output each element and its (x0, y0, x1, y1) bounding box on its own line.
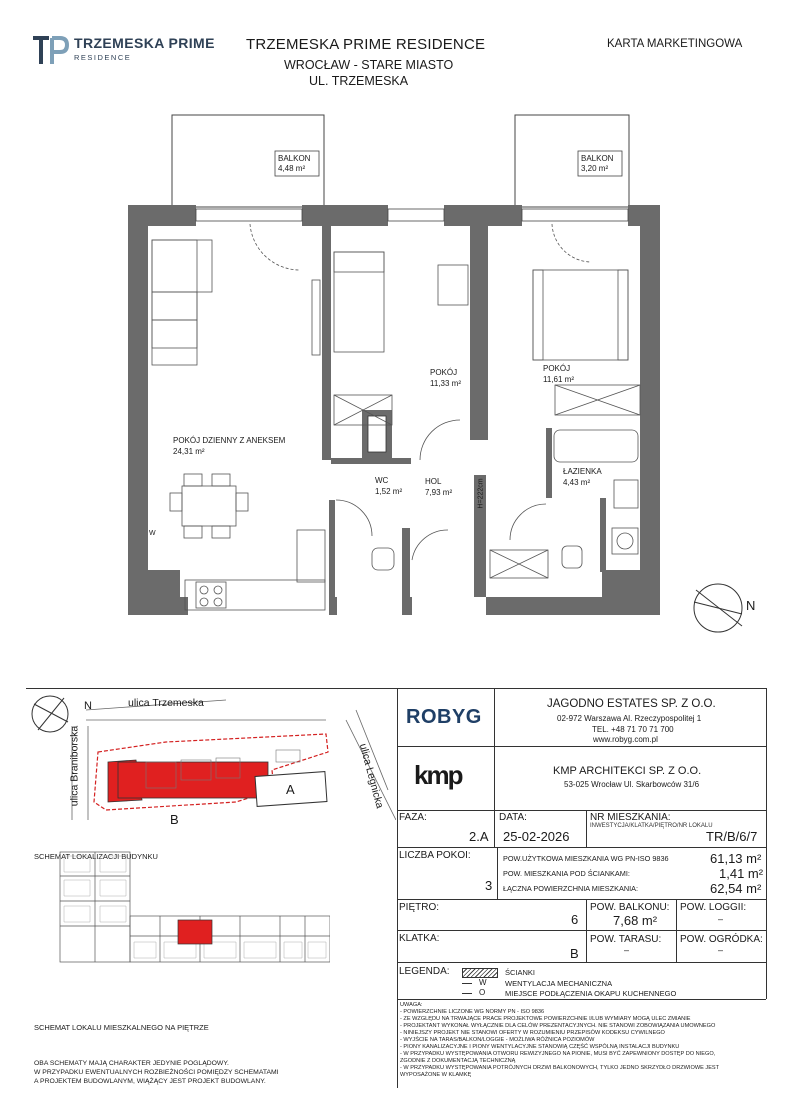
usable-area-value: 61,13 m² (710, 851, 762, 866)
note-line: - NINIEJSZY PROJEKT NIE STANOWI OFERTY W ROZUMIENIU PRZEPISÓW KODEKSU CYWILNEGO (400, 1030, 665, 1036)
site-compass-label: N (84, 700, 92, 712)
terrace-label: POW. TARASU: (590, 934, 662, 945)
room-bathroom-label: ŁAZIENKA (563, 467, 602, 476)
page-title: TRZEMESKA PRIME RESIDENCE (246, 36, 486, 53)
legend-title: LEGENDA: (399, 966, 450, 977)
room-living-label: POKÓJ DZIENNY Z ANEKSEM (173, 436, 286, 445)
room-wc-label: WC (375, 476, 389, 485)
note-line: - W PRZYPADKU WYSTĘPOWANIA POTRÓJNYCH DRZWI BALKONOWYCH, TYLKO JEDNO SKRZYDŁO DRZWIOWE JEST (400, 1065, 720, 1071)
site-caption: SCHEMAT LOKALIZACJI BUDYNKU (34, 852, 158, 861)
street-legnicka: ulica Legnicka (356, 742, 386, 810)
rooms-value: 3 (485, 878, 493, 893)
disclaimer-line-1: OBA SCHEMATY MAJĄ CHARAKTER JEDYNIE POGLĄDOWY. (34, 1060, 229, 1067)
street-trzemeska: ulica Trzemeska (128, 697, 204, 709)
divider (397, 930, 766, 931)
note-line: ZGODNIE Z DOKUMENTACJĄ TECHNICZNĄ (400, 1058, 516, 1064)
building-a-label: A (286, 782, 295, 797)
brand-name: TRZEMESKA PRIME (74, 35, 215, 51)
room-bathroom-area: 4,43 m² (563, 478, 591, 487)
divider (397, 810, 766, 811)
balcony-area-value: 7,68 m² (613, 913, 658, 928)
loggia-label: POW. LOGGII: (680, 902, 747, 913)
garden-label: POW. OGRÓDKA: (680, 934, 763, 945)
architect-name: KMP ARCHITEKCI SP. Z O.O. (553, 765, 702, 777)
divider (397, 847, 766, 848)
balcony-left-area: 4,48 m² (278, 164, 306, 173)
terrace-value: – (624, 945, 630, 955)
balcony-left-label: BALKON (278, 154, 311, 163)
bottom-frame (26, 688, 766, 689)
room-bedroom2-label: POKÓJ (543, 364, 571, 373)
arrow-icon (462, 983, 472, 984)
divider (586, 899, 587, 962)
divider (494, 810, 495, 847)
disclaimer-line-3: A PROJEKTEM BUDOWLANYM, WIĄŻĄCY JEST PROJEKT BUDOWLANY. (34, 1078, 266, 1085)
note-line: - WYJŚCIE NA TARAS/BALKON/LOGGIE - MOŻLIWA RÓŻNICA POZIOMÓW (400, 1037, 595, 1043)
divider (397, 746, 766, 747)
floor-schema (40, 846, 330, 966)
total-area-value: 62,54 m² (710, 881, 762, 896)
architect-address: 53-025 Wrocław Ul. Skarbowców 31/6 (564, 780, 700, 789)
note-line: - POWIERZCHNIE LICZONE WG NORMY PN - ISO 9836 (400, 1009, 545, 1015)
nr-value: TR/B/6/7 (706, 829, 758, 844)
developer-name: JAGODNO ESTATES SP. Z O.O. (547, 698, 716, 710)
loggia-value: – (718, 914, 724, 924)
arrow-icon (462, 993, 472, 994)
divider (676, 899, 677, 962)
building-b-label: B (170, 812, 179, 827)
legend-vent: WENTYLACJA MECHANICZNA (505, 979, 613, 988)
room-living-area: 24,31 m² (173, 447, 205, 456)
disclaimer-line-2: W PRZYPADKU EWENTUALNYCH ROZBIEŻNOŚCI POMIĘDZY SCHEMATAMI (34, 1069, 279, 1076)
brand-sub: RESIDENCE (74, 53, 132, 62)
legend-hood: MIEJSCE PODŁĄCZENIA OKAPU KUCHENNEGO (505, 989, 677, 998)
column-divider (397, 688, 398, 1088)
notes-title: UWAGA: (400, 1002, 423, 1008)
room-hall-label: HOL (425, 477, 442, 486)
balcony-right-area: 3,20 m² (581, 164, 609, 173)
room-bedroom2-area: 11,61 m² (543, 375, 574, 384)
divider (586, 810, 587, 847)
rooms-label: LICZBA POKOI: (399, 850, 471, 861)
location-line: WROCŁAW - STARE MIASTO (284, 58, 454, 72)
note-line: - W PRZYPADKU WYSTĘPOWANIA OTWORU REWIZYJNEGO NA PIONIE, MUSI BYĆ ZAPEWNIONY DOSTĘP DO NIEGO, (400, 1051, 716, 1057)
notes-block (400, 1002, 762, 1079)
robyg-logo: ROBYG (406, 706, 482, 728)
room-hall-area: 7,93 m² (425, 488, 453, 497)
legend-walls: ŚCIANKI (505, 968, 536, 977)
developer-web: www.robyg.com.pl (593, 735, 658, 744)
divider (397, 899, 766, 900)
legend-hood-symbol: O (479, 988, 486, 997)
room-bedroom1-area: 11,33 m² (430, 379, 461, 388)
usable-area-label: POW.UŻYTKOWA MIESZKANIA WG PN-ISO 9836 (503, 854, 669, 863)
floor-label: PIĘTRO: (399, 902, 440, 913)
staircase-value: B (570, 946, 579, 961)
note-line: - PROJEKTANT WYKONAŁ WYŁĄCZNIE DLA CELÓW PREZENTACYJNYCH. NIE STANOWI ZOBOWIĄZANIA UMOWNEGO (400, 1023, 716, 1029)
ventilation-mark: W (149, 530, 156, 537)
room-bedroom1-label: POKÓJ (430, 368, 458, 377)
wall-hatch-icon (462, 968, 498, 978)
developer-address: 02-972 Warszawa Al. Rzeczypospolitej 1 (557, 714, 702, 723)
street-braniborska: ulica Braniborska (68, 725, 81, 807)
site-plan (26, 690, 396, 820)
legend-vent-symbol: W (479, 978, 487, 987)
card-type: KARTA MARKETINGOWA (607, 38, 743, 50)
divider (397, 999, 766, 1000)
under-walls-label: POW. MIESZKANIA POD ŚCIANKAMI: (503, 869, 630, 878)
garden-value: – (718, 945, 724, 955)
note-line: - PIONY KANALIZACYJNE I PIONY WENTYLACYJNE STANOWIĄ CZĘŚĆ WSPÓLNĄ INSTALACJI BUDYNKU (400, 1044, 680, 1050)
faza-value: 2.A (469, 829, 489, 844)
divider (494, 688, 495, 810)
balcony-right-label: BALKON (581, 154, 614, 163)
divider (766, 688, 767, 999)
balcony-area-label: POW. BALKONU: (590, 902, 670, 913)
note-line: - ZE WZGLĘDU NA TRWAJĄCE PRACE PROJEKTOWE POWIERZCHNIE I/LUB WYMIARY MOGĄ ULEC ZMIANIE (400, 1016, 691, 1022)
total-area-label: ŁĄCZNA POWIERZCHNIA MIESZKANIA: (503, 884, 639, 893)
data-label: DATA: (499, 812, 527, 823)
faza-label: FAZA: (399, 812, 427, 823)
plan-compass-label: N (746, 598, 756, 613)
floor-schema-caption: SCHEMAT LOKALU MIESZKALNEGO NA PIĘTRZE (34, 1023, 209, 1032)
floor-value: 6 (571, 912, 579, 927)
data-value: 25-02-2026 (503, 829, 570, 844)
under-walls-value: 1,41 m² (719, 866, 764, 881)
nr-label: NR MIESZKANIA: (590, 812, 671, 823)
kmp-logo: kmp (414, 760, 462, 790)
developer-tel: TEL. +48 71 70 71 700 (592, 725, 674, 734)
nr-sublabel: INWESTYCJA/KLATKA/PIĘTRO/NR LOKALU (590, 823, 713, 829)
note-line: WYPOSAŻONE W KLAMKĘ (400, 1072, 472, 1078)
divider (497, 847, 498, 899)
street-line: UL. TRZEMESKA (309, 74, 409, 88)
staircase-label: KLATKA: (399, 933, 440, 944)
height-mark: H=222cm (477, 478, 485, 509)
room-wc-area: 1,52 m² (375, 487, 403, 496)
divider (397, 962, 766, 963)
